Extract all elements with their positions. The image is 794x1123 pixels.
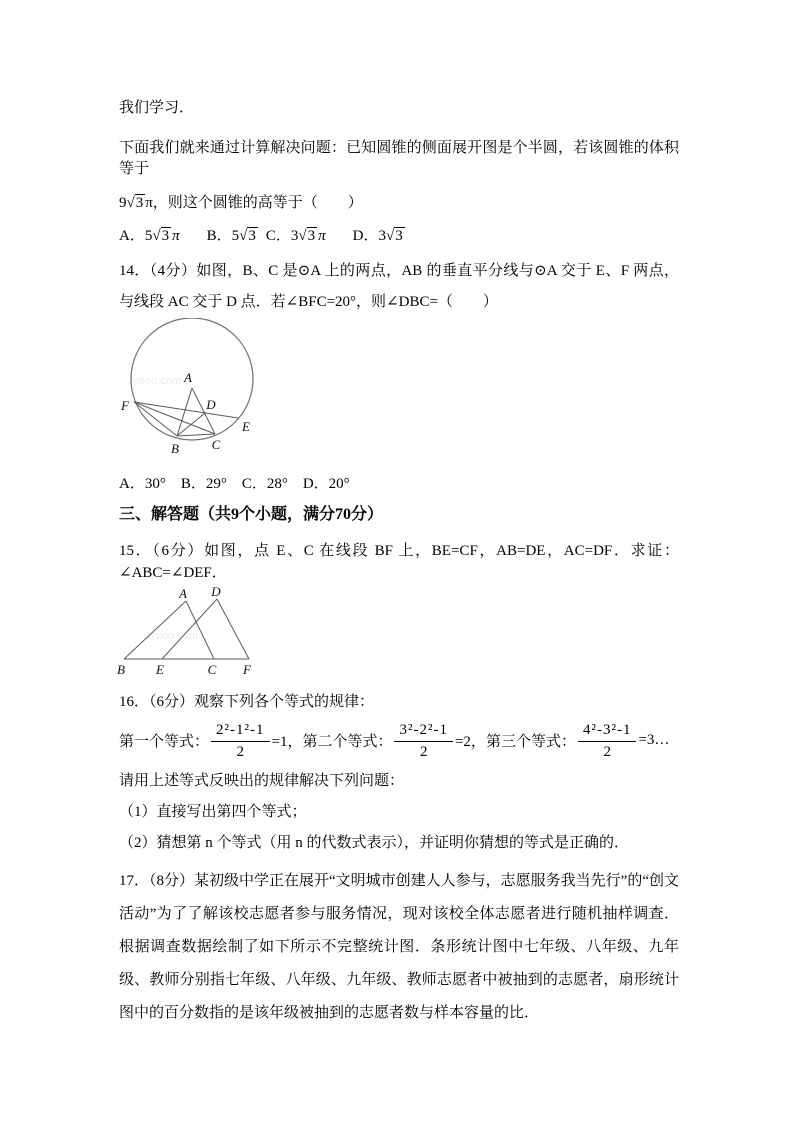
q16-prompt: 请用上述等式反映出的规律解决下列问题： — [119, 773, 405, 789]
fraction-denominator: 2 — [394, 741, 452, 762]
sqrt-expression — [127, 190, 146, 216]
option-a-label: A． — [119, 228, 145, 244]
option-d-label: D． — [352, 228, 379, 244]
figure-watermark: Jyeoo.com — [128, 375, 182, 387]
label-B: B — [117, 662, 125, 677]
equation-1-label: 第一个等式： — [119, 733, 210, 750]
label-D: D — [211, 587, 221, 599]
option-d-coef: 3 — [378, 228, 386, 244]
q16-part1: （1）直接写出第四个等式； — [119, 804, 307, 820]
q16-intro: 16．（6分）观察下列各个等式的规律： — [119, 694, 375, 710]
q14-text: 14．（4分）如图，B、C 是⊙A 上的两点，AB 的垂直平分线与⊙A 交于 E、F 两点，与线段 AC 交于 D 点．若∠BFC=20°，则∠DBC=（ ） — [119, 263, 679, 310]
equation-1-result: =1， — [271, 733, 303, 750]
sqrt-expression — [152, 223, 171, 249]
option-b-coef: 5 — [231, 228, 240, 244]
sqrt-expression — [386, 223, 405, 249]
option-a-coef: 5 — [144, 228, 153, 244]
option-c-suffix: π — [318, 228, 326, 244]
q15-text: 15．（6分）如图，点 E、C 在线段 BF 上，BE=CF，AB=DE，AC=DF．求证：∠ABC=∠DEF． — [119, 543, 679, 581]
intro-line: 我们学习． — [119, 100, 195, 116]
fraction-numerator: 2²-1²-1 — [216, 721, 265, 738]
equation-3-label: 第三个等式： — [485, 733, 576, 750]
q14-circle-figure — [120, 318, 679, 467]
segment-AB — [177, 388, 192, 436]
q13-coef: 9 — [119, 195, 127, 211]
label-A: A — [184, 370, 192, 385]
fraction-numerator: 3²-2²-1 — [399, 721, 448, 738]
equation-2-fraction — [394, 719, 452, 762]
equation-3-result: =3… — [638, 731, 670, 748]
segment-FC — [134, 402, 215, 434]
option-b-suffix — [258, 228, 259, 244]
segment-DF — [217, 599, 249, 659]
figure-watermark: Jyeoo.com — [145, 630, 199, 642]
label-D: D — [206, 397, 216, 412]
equation-1-fraction — [211, 719, 269, 762]
equation-3-fraction — [578, 719, 636, 762]
q15-triangle-figure — [115, 587, 679, 684]
q17-text: 17．（8分）某初级中学正在展开“文明城市创建人人参与，志愿服务我当先行”的“创文活动”为了了解该校志愿者参与服务情况，现对该校全体志愿者进行随机抽样调查．根据调查数据绘制了如下所示不完整统计图．条形统计图中七年级、八年级、九年级、教师分别指七年级、八年级、九年级、教师志愿者中被抽到的志愿者，扇形统计图中的百分数指的是该年级被抽到的志愿者数与样本容量的比． — [119, 873, 679, 1021]
option-a-suffix: π — [172, 228, 180, 244]
segment-BD — [177, 413, 205, 436]
fraction-denominator: 2 — [578, 741, 636, 762]
page-content — [119, 98, 679, 1030]
equation-2-label: 第二个等式： — [302, 733, 393, 750]
section-heading: 三、解答题（共9个小题，满分70分） — [119, 506, 384, 523]
q13-math-tail: π，则这个圆锥的高等于（ ） — [145, 195, 363, 211]
radicand: 3 — [395, 228, 403, 244]
radical-sign: √ — [152, 228, 161, 244]
label-E: E — [242, 419, 250, 434]
radicand: 3 — [248, 228, 256, 244]
option-c-label: C． — [265, 228, 291, 244]
option-d — [353, 223, 406, 249]
label-C: C — [211, 437, 221, 452]
label-A: A — [179, 587, 187, 601]
circle-diagram — [120, 318, 270, 462]
option-a — [119, 223, 180, 249]
fraction-denominator: 2 — [211, 741, 269, 762]
equation-2-result: =2， — [454, 733, 486, 750]
label-F: F — [243, 662, 251, 677]
q16-part2: （2）猜想第 n 个等式（用 n 的代数式表示），并证明你猜想的等式是正确的． — [119, 835, 630, 851]
q16-equations-row — [119, 715, 679, 765]
option-b — [207, 223, 259, 249]
q13-math-line — [119, 190, 679, 216]
sqrt-expression — [298, 223, 317, 249]
radicand: 3 — [161, 228, 170, 244]
option-d-suffix — [405, 228, 406, 244]
option-b-label: B． — [206, 228, 232, 244]
radical-sign: √ — [239, 228, 248, 244]
q13-options — [119, 223, 679, 249]
label-E: E — [156, 662, 164, 677]
radicand: 3 — [135, 195, 144, 211]
triangle-diagram — [115, 587, 265, 679]
segment-BC — [177, 434, 215, 436]
q13-body: 下面我们就来通过计算解决问题：已知圆锥的侧面展开图是个半圆，若该圆锥的体积等于 — [119, 140, 679, 177]
radicand: 3 — [307, 228, 316, 244]
sqrt-expression — [239, 223, 258, 249]
radical-sign: √ — [385, 228, 395, 244]
radical-sign: √ — [126, 195, 135, 211]
option-c-coef: 3 — [290, 228, 299, 244]
option-c — [266, 223, 326, 249]
segment-FB — [134, 402, 177, 436]
label-C: C — [207, 662, 217, 677]
label-B: B — [171, 441, 179, 456]
fraction-numerator: 4²-3²-1 — [582, 721, 632, 738]
chord-FE — [134, 402, 238, 418]
radical-sign: √ — [298, 228, 307, 244]
label-F: F — [121, 398, 129, 413]
q14-options: A．30° B．29° C．28° D．20° — [119, 476, 350, 492]
